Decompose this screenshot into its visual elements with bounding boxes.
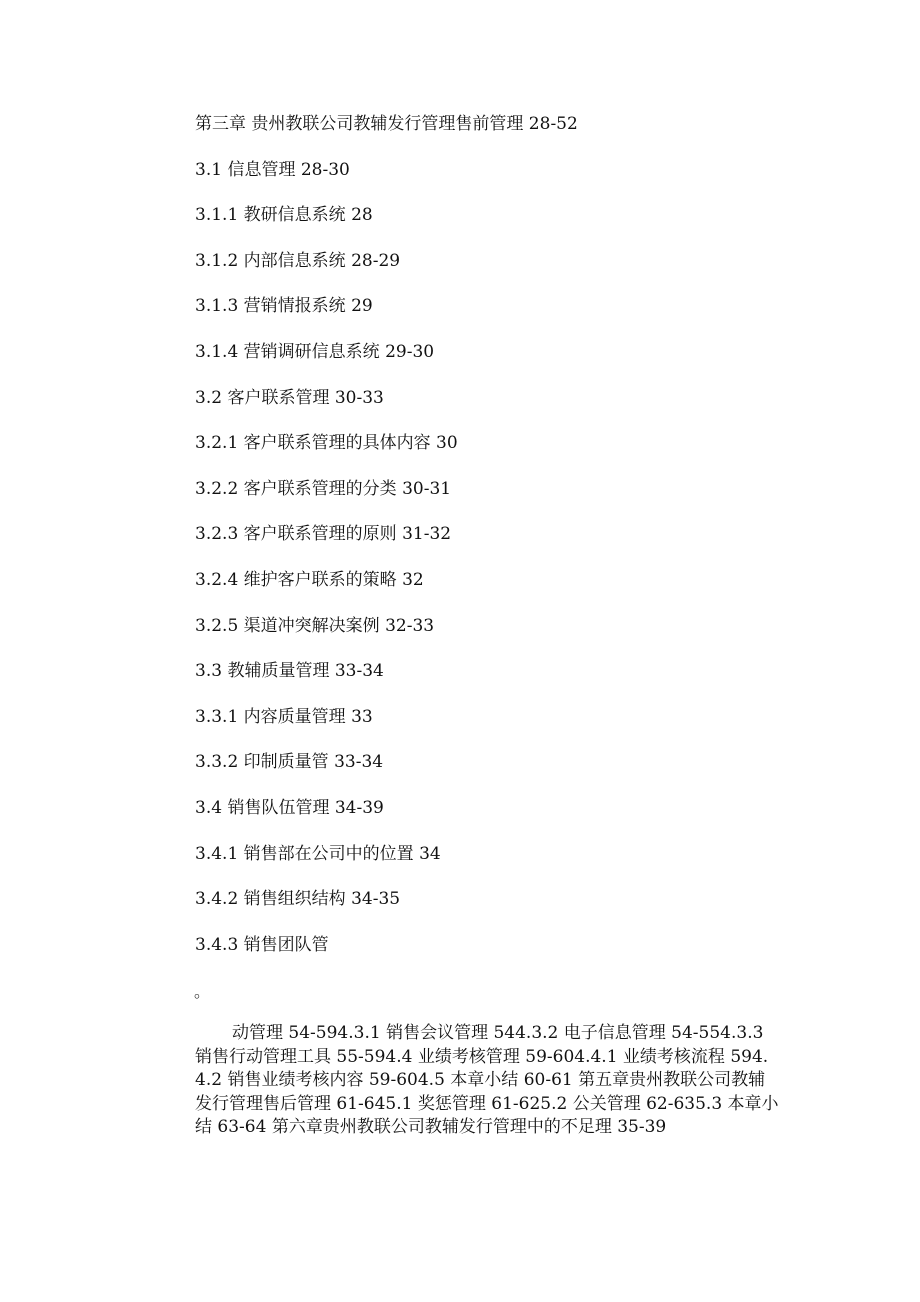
toc-entry: 3.1.1 教研信息系统 28 (195, 205, 373, 226)
toc-entry: 3.2.5 渠道冲突解决案例 32-33 (195, 615, 435, 636)
toc-entry: 3.2.3 客户联系管理的原则 31-32 (195, 524, 452, 545)
toc-entry: 3.2.1 客户联系管理的具体内容 30 (195, 433, 458, 454)
table-of-contents (195, 113, 835, 979)
toc-entry: 3.2.2 客户联系管理的分类 30-31 (195, 478, 452, 499)
toc-entry: 3.1.4 营销调研信息系统 29-30 (195, 341, 435, 362)
toc-entry: 3.1.2 内部信息系统 28-29 (195, 250, 401, 271)
separator-mark: 。 (194, 982, 211, 1001)
toc-entry: 3.1 信息管理 28-30 (195, 159, 350, 180)
toc-entry: 3.4.1 销售部在公司中的位置 34 (195, 843, 441, 864)
toc-entry: 3.2 客户联系管理 30-33 (195, 387, 384, 408)
toc-entry: 3.3 教辅质量管理 33-34 (195, 661, 384, 682)
toc-entry: 3.1.3 营销情报系统 29 (195, 296, 373, 317)
toc-chapter-heading: 第三章 贵州教联公司教辅发行管理售前管理 28-52 (195, 114, 578, 134)
toc-entry: 3.2.4 维护客户联系的策略 32 (195, 569, 424, 590)
toc-entry: 3.4.2 销售组织结构 34-35 (195, 889, 401, 910)
toc-entry: 3.4 销售队伍管理 34-39 (195, 797, 384, 818)
toc-entry: 3.4.3 销售团队管 (195, 934, 329, 955)
body-paragraph: 动管理 54-594.3.1 销售会议管理 544.3.2 电子信息管理 54-554.3.3 销售行动管理工具 55-594.4 业绩考核管理 59-604.4.1 业绩考核流程 594.4.2 销售业绩考核内容 59-604.5 本章小结 60-61 第五章贵州教联公司教辅发行管理售后管理 61-645.1 奖惩管理 61-625.2 公关管理 62-635.3 本章小结 63-64 第六章贵州教联公司教辅发行管理中的不足理 35-39 (195, 1023, 779, 1137)
toc-entry: 3.3.2 印制质量管 33-34 (195, 752, 384, 773)
toc-entry: 3.3.1 内容质量管理 33 (195, 706, 373, 727)
